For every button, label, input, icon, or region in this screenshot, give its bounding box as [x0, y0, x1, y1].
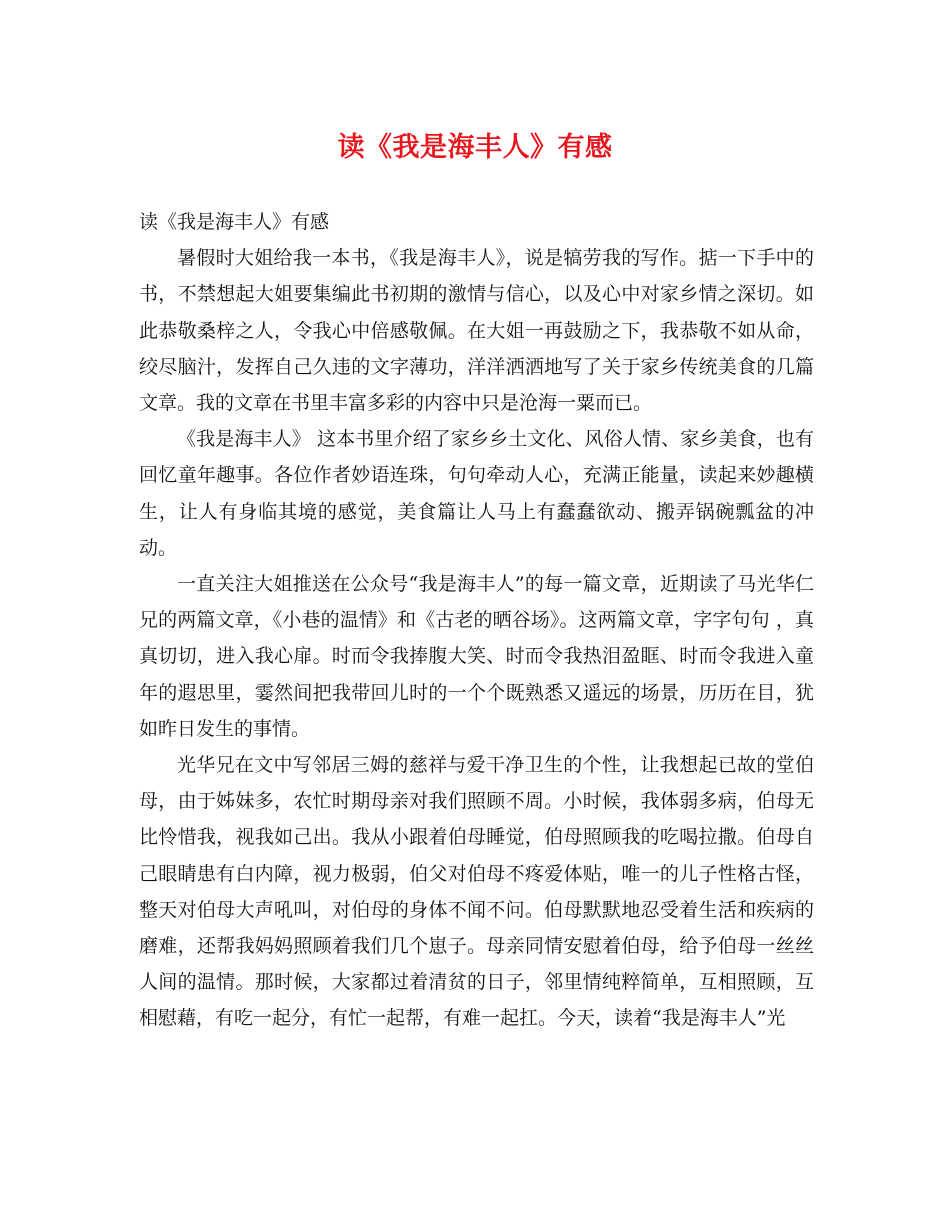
paragraph: 光华兄在文中写邻居三姆的慈祥与爱干净卫生的个性，让我想起已故的堂伯母，由于姊妹多，农忙时期母亲对我们照顾不周。小时候，我体弱多病，伯母无比怜惜我，视我如己出。我从小跟着伯母睡觉，伯母照顾我的吃喝拉撒。伯母自己眼睛患有白内障，视力极弱，伯父对伯母不疼爱体贴，唯一的儿子性格古怪，整天对伯母大声吼叫，对伯母的身体不闻不问。伯母默默地忍受着生活和疾病的磨难，还帮我妈妈照顾着我们几个崽子。母亲同情安慰着伯母，给予伯母一丝丝人间的温情。那时候，大家都过着清贫的日子，邻里情纯粹简单，互相照顾，互相慰藉，有吃一起分，有忙一起帮，有难一起扛。今天，读着“我是海丰人”光 — [139, 754, 814, 1030]
document-title: 读《我是海丰人》有感 — [337, 132, 613, 163]
paragraph: 《我是海丰人》 这本书里介绍了家乡乡土文化、风俗人情、家乡美食，也有回忆童年趣事。各位作者妙语连珠，句句牵动人心，充满正能量，读起来妙趣横生，让人有身临其境的感觉，美食篇让人马上有蠢蠢欲动、搬弄锅碗瓢盆的冲动。 — [139, 428, 814, 559]
paragraph-heading: 读《我是海丰人》有感 — [139, 211, 330, 233]
paragraph: 一直关注大姐推送在公众号“我是海丰人”的每一篇文章，近期读了马光华仁兄的两篇文章，《小巷的温情》和《古老的晒谷场》。这两篇文章，字字句句 ，真真切切，进入我心扉。时而令我捧腹大笑、时而令我热泪盈眶、时而令我进入童年的遐思里，霎然间把我带回儿时的一个个既熟悉又遥远的场景，历历在目，犹如昨日发生的事情。 — [139, 573, 814, 740]
paragraph: 暑假时大姐给我一本书，《我是海丰人》，说是犒劳我的写作。掂一下手中的书，不禁想起大姐要集编此书初期的激情与信心，以及心中对家乡情之深切。如此恭敬桑梓之人，令我心中倍感敬佩。在大姐一再鼓励之下，我恭敬不如从命，绞尽脑汁，发挥自己久违的文字薄功，洋洋洒洒地写了关于家乡传统美食的几篇文章。我的文章在书里丰富多彩的内容中只是沧海一粟而已。 — [139, 247, 814, 415]
document-body — [139, 204, 814, 1037]
